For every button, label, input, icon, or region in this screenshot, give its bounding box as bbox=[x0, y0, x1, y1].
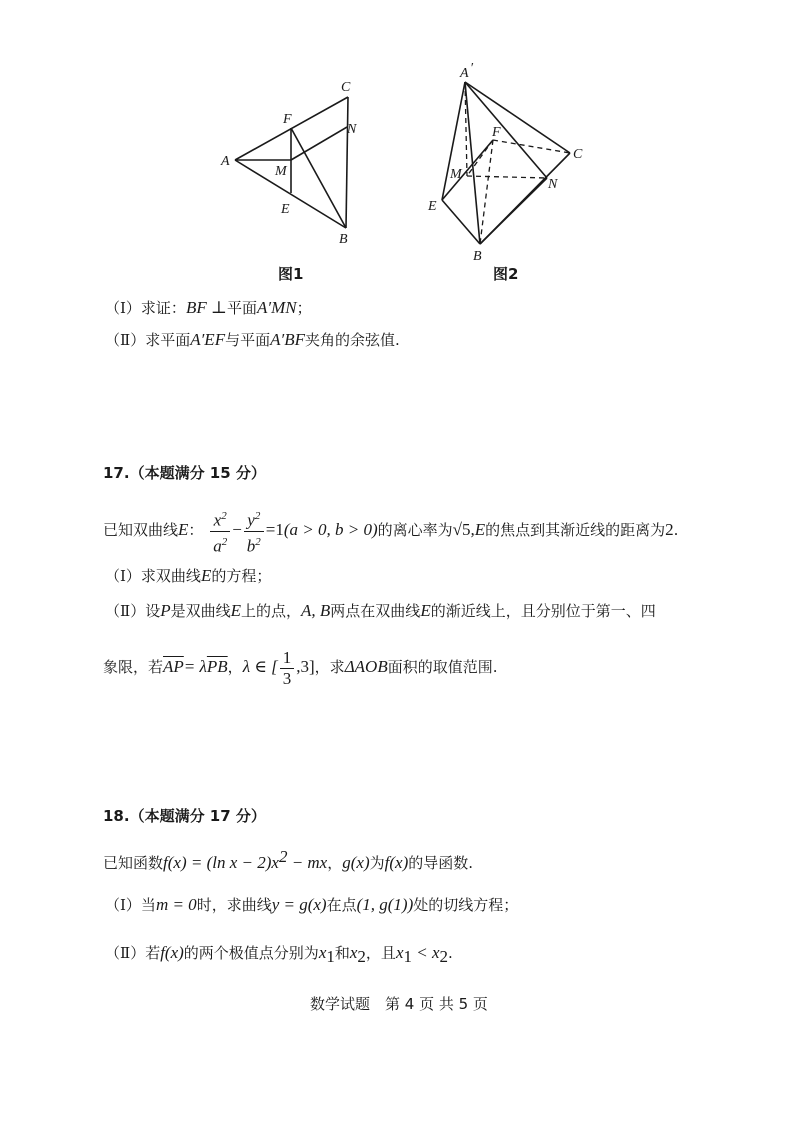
page-footer: 数学试题 第 4 页 共 5 页 bbox=[310, 995, 488, 1013]
q17-frac-third bbox=[280, 648, 295, 689]
q17-den2-sup: 2 bbox=[255, 535, 261, 548]
figure-1 bbox=[215, 75, 375, 250]
q17-part2-line2 bbox=[103, 645, 498, 689]
q17-stem-end: 的焦点到其渐近线的距离为 bbox=[485, 521, 666, 540]
q16-part1-end: ； bbox=[296, 299, 312, 317]
fig2-label-prime: ′ bbox=[470, 61, 474, 76]
q18-part2-c: 和 bbox=[334, 944, 350, 962]
q17-lambda-in: λ ∈ [ bbox=[242, 657, 278, 676]
q18-part2-d: ，且 bbox=[365, 944, 396, 962]
q18-fx: f(x) bbox=[384, 853, 409, 872]
q18-fx-tail: − mx bbox=[287, 853, 328, 872]
q16-part1-text2: 平面 bbox=[226, 299, 257, 317]
q17-range-end: ,3] bbox=[296, 657, 315, 676]
q16-part1-math: BF ⊥ bbox=[185, 298, 227, 317]
q17-comma: ， bbox=[227, 658, 243, 676]
q18-part1-a: （Ⅰ）当 bbox=[105, 896, 156, 914]
q18-fx2: f(x) bbox=[160, 943, 184, 962]
q17-part2-line2-a: 象限，若 bbox=[103, 658, 164, 676]
q17-frac1 bbox=[210, 506, 230, 556]
q17-part1 bbox=[105, 565, 271, 587]
fig1-label-A: A bbox=[221, 154, 230, 169]
q17-stem-E: E bbox=[178, 520, 189, 540]
q17-tri: ΔAOB bbox=[344, 657, 388, 676]
q18-heading: 18.（本题满分 17 分） bbox=[103, 807, 266, 825]
q17-num2: y bbox=[247, 510, 255, 530]
q18-x1: x bbox=[318, 943, 327, 962]
q17-part2-line2-c: 面积的取值范围. bbox=[387, 658, 498, 676]
q17-comma-E: ,E bbox=[470, 520, 486, 540]
q18-gx: g(x) bbox=[342, 853, 370, 872]
fig1-label-E: E bbox=[281, 202, 290, 217]
q17-part1-E: E bbox=[200, 566, 212, 585]
q18-part2-a: （Ⅱ）若 bbox=[105, 944, 161, 962]
q18-part2-b: 的两个极值点分别为 bbox=[183, 944, 319, 962]
q17-den1-sup: 2 bbox=[221, 535, 228, 548]
fig2-label-A: A bbox=[460, 66, 469, 81]
q17-part2-line1 bbox=[105, 600, 656, 622]
q18-m0: m = 0 bbox=[155, 895, 197, 914]
q17-part1-text: （Ⅰ）求双曲线 bbox=[105, 567, 201, 585]
q18-stem-b: ， bbox=[327, 854, 343, 872]
q18-x2-sub: 2 bbox=[357, 947, 366, 966]
q17-stem-mid: 的离心率为 bbox=[377, 521, 453, 540]
fig1-label-C: C bbox=[341, 80, 351, 95]
q16-part2-text1: 与平面 bbox=[225, 331, 271, 349]
q18-part1-c: 在点 bbox=[326, 896, 357, 914]
q16-part1-prefix: （Ⅰ）求证： bbox=[105, 299, 186, 317]
q18-stem bbox=[103, 846, 473, 874]
q16-part2-math2: A′BF bbox=[270, 330, 305, 349]
q18-part2 bbox=[105, 942, 453, 968]
q17-frac-num: 1 bbox=[280, 648, 295, 669]
q16-part2-text2: 夹角的余弦值. bbox=[304, 331, 400, 349]
q17-part2-b: 是双曲线 bbox=[170, 602, 231, 620]
q17-colon: ： bbox=[188, 521, 204, 540]
q18-part1-d: 处的切线方程； bbox=[413, 896, 519, 914]
fig1-label-M: M bbox=[275, 164, 287, 179]
q17-stem bbox=[103, 506, 679, 556]
q18-part2-end: . bbox=[448, 944, 453, 962]
q17-part2-d: 两点在双曲线 bbox=[330, 602, 421, 620]
q16-part2-math1: A′EF bbox=[190, 330, 226, 349]
fig2-label-B: B bbox=[473, 249, 482, 264]
q17-minus: − bbox=[232, 520, 242, 540]
fig1-label-B: B bbox=[339, 232, 348, 247]
q17-den1: a bbox=[213, 536, 222, 556]
q17-num1: x bbox=[213, 510, 222, 530]
q17-frac-den: 3 bbox=[282, 668, 292, 688]
q18-ineq-sub2: 2 bbox=[439, 947, 449, 966]
q17-den2: b bbox=[246, 536, 256, 556]
q17-eq: =1 bbox=[265, 520, 284, 540]
q18-part1 bbox=[105, 894, 518, 916]
q17-frac2 bbox=[244, 506, 264, 556]
q18-stem-a: 已知函数 bbox=[103, 854, 164, 872]
q17-lambda-eq: = λ bbox=[183, 657, 207, 676]
q17-vec-PB: $\overline{PB}$ bbox=[206, 657, 228, 676]
q17-period: . bbox=[673, 521, 679, 540]
q17-sqrt5: √5 bbox=[452, 520, 471, 540]
fig1-label-N: N bbox=[347, 122, 357, 137]
q17-part2-E: E bbox=[230, 601, 241, 620]
q18-point: (1, g(1)) bbox=[356, 895, 414, 914]
q16-part1 bbox=[105, 297, 312, 319]
fig2-label-M: M bbox=[450, 167, 462, 182]
figure-2 bbox=[420, 60, 600, 270]
q17-two: 2 bbox=[665, 520, 674, 540]
q18-fx-sup: 2 bbox=[278, 847, 288, 866]
fig1-label-F: F bbox=[283, 112, 292, 127]
q18-part1-b: 时，求曲线 bbox=[196, 896, 272, 914]
q17-heading: 17.（本题满分 15 分） bbox=[103, 464, 266, 482]
q17-part2-line2-b: ，求 bbox=[314, 658, 345, 676]
q18-stem-c: 为 bbox=[369, 854, 385, 872]
q17-part2-AB: A, B bbox=[301, 601, 331, 620]
q18-x1-sub: 1 bbox=[326, 947, 335, 966]
q18-stem-d: 的导函数. bbox=[408, 854, 474, 872]
q17-part2-E2: E bbox=[420, 601, 431, 620]
q17-part2-e: 的渐近线上，且分别位于第一、四 bbox=[430, 602, 656, 620]
q17-part2-a: （Ⅱ）设 bbox=[105, 602, 161, 620]
q18-ineq-x: x bbox=[395, 943, 404, 962]
q16-part2-prefix: （Ⅱ）求平面 bbox=[105, 331, 191, 349]
q18-curve: y = g(x) bbox=[271, 895, 327, 914]
q17-num2-sup: 2 bbox=[254, 510, 261, 522]
q17-part2-c: 上的点， bbox=[241, 602, 302, 620]
fig2-label-E: E bbox=[428, 199, 437, 214]
q18-x2: x bbox=[349, 943, 358, 962]
figure-1-caption: 图1 bbox=[278, 265, 304, 283]
q17-stem-prefix: 已知双曲线 bbox=[103, 521, 179, 540]
q18-ineq-sub1: 1 bbox=[403, 947, 412, 966]
figure-2-caption: 图2 bbox=[493, 265, 519, 283]
q17-vec-AP: $\overline{AP}$ bbox=[163, 657, 184, 676]
fig2-label-C: C bbox=[573, 147, 583, 162]
q17-num1-sup: 2 bbox=[221, 510, 227, 522]
fig2-label-N: N bbox=[548, 177, 558, 192]
q18-ineq-lt: < x bbox=[411, 943, 440, 962]
q18-fx-def: f(x) = (ln x − 2)x bbox=[163, 853, 279, 872]
q17-cond: (a > 0, b > 0) bbox=[283, 520, 378, 540]
fig2-label-F: F bbox=[492, 125, 501, 140]
q17-part1-end: 的方程； bbox=[211, 567, 272, 585]
q17-part2-P: P bbox=[160, 601, 171, 620]
q16-part2 bbox=[105, 329, 400, 351]
q16-part1-math2: A′MN bbox=[256, 298, 297, 317]
